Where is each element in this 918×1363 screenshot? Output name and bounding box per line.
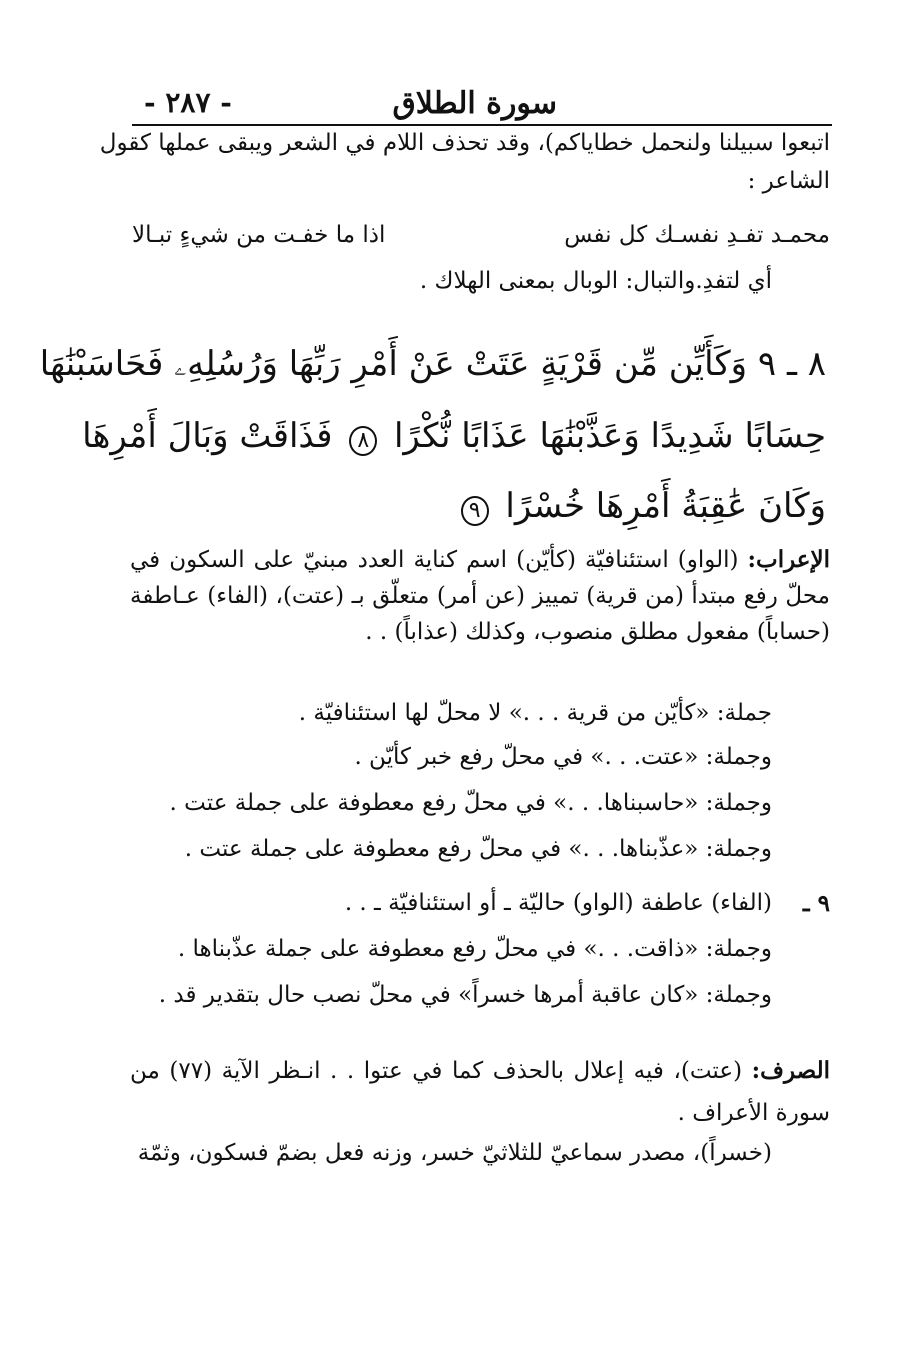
- jumla-8-4: وجملة: «عذّبناها. . .» في محلّ رفع معطوفة على جملة عتت .: [184, 836, 772, 862]
- jumla-8-2: وجملة: «عتت. . .» في محلّ رفع خبر كأيّن .: [354, 744, 772, 770]
- sarf-text-2: (خسراً)، مصدر سماعيّ للثلاثيّ خسر، وزنه فعل بضمّ فسكون، وثمّة: [137, 1140, 772, 1166]
- page-number: - ٢٨٧ -: [144, 86, 232, 119]
- verse-9-number: ٩ ـ: [802, 890, 830, 917]
- intro-line-1: اتبعوا سبيلنا ولنحمل خطاياكم)، وقد تحذف اللام في الشعر ويبقى عملها كقول: [99, 130, 830, 156]
- jumla-8-3: وجملة: «حاسبناها. . .» في محلّ رفع معطوفة على جملة عتت .: [169, 790, 772, 816]
- irab-heading: الإعراب:: [747, 546, 831, 573]
- verse-line-2-part-b: فَذَاقَتْ وَبَالَ أَمْرِهَا: [82, 416, 333, 456]
- verse-line-2-part-a: حِسَابًا شَدِيدًا وَعَذَّبْنَٰهَا عَذَابًا نُّكْرًا: [393, 416, 826, 456]
- sarf-heading: الصرف:: [751, 1057, 830, 1084]
- jumla-8-1: جملة: «كأيّن من قرية . . .» لا محلّ لها استئنافيّة .: [298, 700, 772, 726]
- verse-line-3-text: وَكَانَ عَٰقِبَةُ أَمْرِهَا خُسْرًا: [505, 486, 826, 526]
- poem-hemistich-left: اذا ما خفـت من شيءٍ تبـالا: [132, 222, 386, 248]
- jumla-9-2: وجملة: «كان عاقبة أمرها خسراً» في محلّ نصب حال بتقدير قد .: [158, 982, 772, 1008]
- poem-gloss: أي لتفدِ.والتبال: الوبال بمعنى الهلاك .: [419, 268, 772, 294]
- verse-number-9-icon: ٩: [461, 496, 489, 526]
- verse-line-3: [455, 486, 826, 526]
- irab-text: (الواو) استئنافيّة (كأيّن) اسم كناية العدد مبنيّ على السكون في محلّ رفع مبتدأ (من قرية) تمييز (عن أمر) متعلّق بـ (عتت)، (الفاء) عـاطفة (حساباً) مفعول مطلق منصوب، وكذلك (عذاباً) . .: [130, 547, 830, 645]
- intro-line-2: الشاعر :: [747, 168, 830, 194]
- verse-line-1: ٨ ـ ٩ وَكَأَيِّن مِّن قَرْيَةٍ عَتَتْ عَنْ أَمْرِ رَبِّهَا وَرُسُلِهِۦ فَحَاسَبْنَٰهَا: [39, 344, 826, 384]
- irab-paragraph: [130, 542, 830, 650]
- sarf-paragraph: [130, 1050, 830, 1134]
- poem-hemistich-right: محمـد تفـدِ نفسـك كل نفس: [564, 222, 830, 248]
- surah-title: سورة الطلاق: [392, 86, 557, 121]
- sarf-text: (عتت)، فيه إعلال بالحذف كما في عتوا . . انـظر الآية (٧٧) من سورة الأعراف .: [130, 1058, 830, 1126]
- jumla-9-1: وجملة: «ذاقت. . .» في محلّ رفع معطوفة على جملة عذّبناها .: [177, 936, 772, 962]
- verse-line-2: [82, 416, 826, 456]
- verse-number-8-icon: ٨: [349, 426, 377, 456]
- page-header: [132, 84, 832, 126]
- jumla-9-intro: (الفاء) عاطفة (الواو) حاليّة ـ أو استئنافيّة ـ . .: [344, 890, 772, 916]
